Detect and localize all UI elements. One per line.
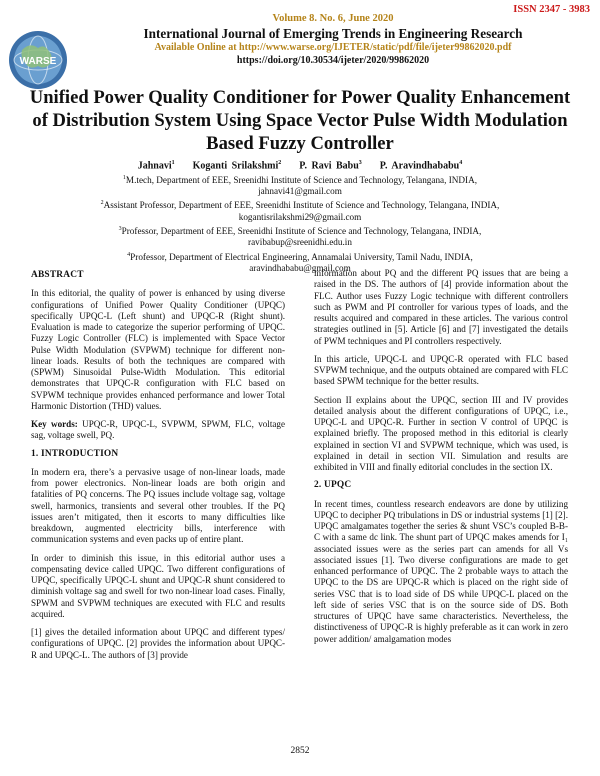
journal-name: International Journal of Emerging Trends in Engineering Research — [143, 26, 523, 41]
right-column — [314, 268, 568, 652]
affiliation-1: $^1$M.tech, Department of EEE, Sreenidhi Institute of Science and Technology, Telangana, INDIA, jahnavi41@gmail.com — [122, 174, 478, 196]
right-paragraph-1: information about PQ and the different PQ issues that are being a raised in the DS. The authors of [4] provide information about the FLC. Author uses Fuzzy Logic technique with different controllers such as PWM and PI controller for various types of loads, and the results acquired and compared in these articles. The various control strategies outlined in [5]. Article [6] and [7] investigated the details of PWM techniques and PI controllers respectively. — [314, 268, 568, 346]
right-paragraph-3: Section II explains about the UPQC, section III and IV provides detailed analysis about the different configurations of UPQC, i.e., UPQC-L and UPQC-R. Further in section V control of UPQC is explained briefly. The proposed method in this editorial is clearly explained in section VI and SVPWM technique, which was used, is explained in detail in section VII. Simulation and results are exhibited in VIII and finally editorial concludes in the section IX. — [314, 394, 568, 472]
email-4[interactable]: aravindhababu@gmail.com — [249, 262, 351, 273]
affiliation-4: $^4$Professor, Department of Electrical Engineering, Annamalai University, Tamil Nadu, INDIA, aravindhababu@gmail.com — [127, 251, 473, 273]
issn-label: ISSN 2347 - 3983 — [513, 4, 590, 15]
availability-link[interactable]: Available Online at http://www.warse.org/IJETER/static/pdf/file/ijeter99862020.pdf — [154, 42, 512, 53]
paper-title: Unified Power Quality Conditioner for Power Quality Enhancement of Distribution System Using Space Vector Pulse Width Modulation Based Fuzzy Controller — [29, 87, 571, 154]
abstract-text: In this editorial, the quality of power is enhanced by using diverse configurations of Unified Power Quality Conditioner (UPQC) specifically UPQC-L (Left shunt) and UPQC-R (Right shunt). Evaluation is made to categorize the superior performing of UPQC. Fuzzy Logic Controller (FLC) is implemented with Space Vector Pulse Width Modulation (SVPWM) technique for different non-linear loads. Results of both the techniques are compared with (SPWM) Sinusoidal Pulse-Width Modulation. This editorial demonstrates that UPQC-R configuration with FLC based on SVPWM technique provides enhanced performance and lower Total Harmonic Distortion (THD) values. — [31, 288, 285, 411]
abstract-heading: ABSTRACT — [31, 270, 84, 280]
intro-paragraph-3: [1] gives the detailed information about UPQC and different types/ configurations of UPQC. [2] provides the information about UPQC-R and UPQC-L. The authors of [3] provide — [31, 627, 285, 660]
logo-text: WARSE — [19, 56, 57, 67]
email-1[interactable]: jahnavi41@gmail.com — [258, 185, 342, 196]
author-3: P. Ravi Babu — [299, 160, 359, 172]
author-names: Jahnavi$^1$ Koganti Srilakshmi$^2$ P. Ravi Babu$^3$ P. Aravindhababu$^4$ — [137, 160, 463, 172]
keywords — [31, 419, 285, 442]
author-1: Jahnavi — [137, 160, 172, 172]
right-paragraph-2: In this article, UPQC-L and UPQC-R operated with FLC based SVPWM technique, and the outputs obtained are compared with FLC based SPWM technique for the better results. — [314, 353, 568, 387]
email-2[interactable]: kogantisrilakshmi29@gmail.com — [238, 211, 362, 222]
intro-heading: 1. INTRODUCTION — [31, 448, 119, 459]
affiliation-3: $^3$Professor, Department of EEE, Sreenidhi Institute of Science and Technology, Telangana, INDIA, ravibabup@sreenidhi.edu.in — [118, 225, 482, 248]
intro-paragraph-1: In modern era, there’s a pervasive usage of non-linear loads, made from power electronics. Non-linear loads are both origin and fatalities of PQ concerns. The PQ issues include voltage sag, voltage swell, harmonics, transients and several other troubles. If the PQ issues aren’t mitigated, then it escorts to many difficulties like breakdown, augmented electricity bills, interference with communication systems and even packs up of entire plant. — [31, 466, 285, 545]
intro-paragraph-2: In order to diminish this issue, in this editorial author uses a compensating device called UPQC. Two different configurations of UPQC, specifically UPQC-L shunt and UPQC-R shunt considered to diminish voltage sag and swell for two non-linear load cases. Finally, SPWM and SVPWM techniques are executed with FLC and results acquired. — [31, 552, 285, 619]
volume-line: Volume 8. No. 6, June 2020 — [272, 13, 394, 24]
keywords-label: Key words: — [31, 419, 78, 429]
upqc-heading: 2. UPQC — [314, 480, 352, 491]
author-4: P. Aravindhababu — [379, 160, 460, 172]
email-3[interactable]: ravibabup@sreenidhi.edu.in — [248, 237, 352, 248]
left-column — [31, 268, 285, 668]
author-block — [40, 158, 560, 275]
page-number: 2852 — [290, 746, 310, 756]
doi-link[interactable]: https://doi.org/10.30534/ijeter/2020/99862020 — [236, 55, 430, 66]
journal-header — [70, 12, 596, 67]
author-2: Koganti Srilakshmi — [192, 160, 279, 172]
keywords-text: UPQC-R, UPQC-L, SVPWM, SPWM, FLC, voltage sag, voltage swell, PQ. — [31, 419, 285, 441]
warse-logo — [8, 30, 68, 90]
affiliation-2: $^2$Assistant Professor, Department of EEE, Sreenidhi Institute of Science and Technology, Telangana, INDIA, kogantisrilakshmi29@gmail.com — [100, 200, 500, 222]
upqc-paragraph: In recent times, countless research endeavors are done by utilizing UPQC to decipher PQ tribulations in DS or industrial systems [1] [2]. UPQC amalgamates together the series & shunt VSC’s coupled B-B-C with a same dc link. The shunt part of UPQC makes amends for I₁ associated issues were as the series part can amends for all Vs associated issues [1]. Two diverse configurations are made to get enhanced performance of UPQC. The 2 probable ways to attach the UPQC to the DS are UPQC-R which is placed on the right side of series VSC that is to load side of DS while UPQC-L placed on the left side of series VSC that is on the source side of DS. Both structures of UPQC have same characteristics. Nevertheless, the distinctiveness of UPQC-R is highly preferable as it can work in zero power addition/ amalgamation modes — [314, 498, 568, 644]
